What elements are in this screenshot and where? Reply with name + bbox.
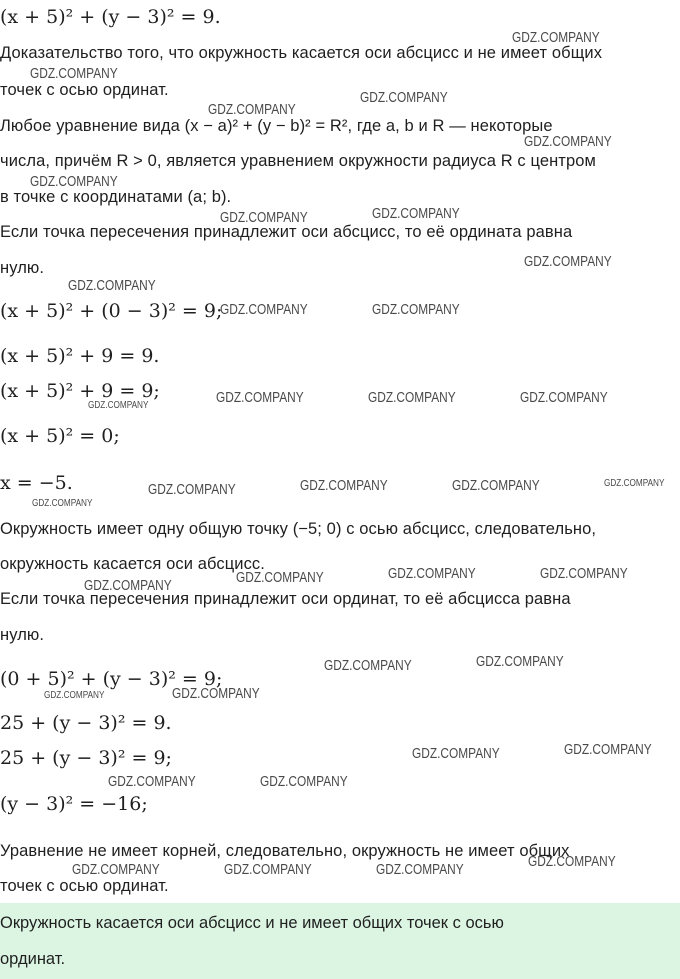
watermark: GDZ.COMPANY [476,654,564,670]
watermark: GDZ.COMPANY [260,774,348,790]
watermark: GDZ.COMPANY [30,66,118,82]
watermark: GDZ.COMPANY [452,478,540,494]
watermark: GDZ.COMPANY [300,478,388,494]
abscissa-equation-4: (x + 5)² = 0; [0,425,120,447]
watermark: GDZ.COMPANY [412,746,500,762]
watermark: GDZ.COMPANY [360,90,448,106]
watermark: GDZ.COMPANY [512,30,600,46]
watermark: GDZ.COMPANY [208,102,296,118]
proof-heading-line-1: Доказательство того, что окружность касается оси абсцисс и не имеет общих [0,44,603,62]
watermark: GDZ.COMPANY [148,482,236,498]
ordinate-equation-4: (y − 3)² = −16; [0,793,148,815]
watermark: GDZ.COMPANY [372,206,460,222]
ordinate-conclusion-line-1: Уравнение не имеет корней, следовательно, окружность не имеет общих [0,842,570,860]
watermark: GDZ.COMPANY [528,854,616,870]
abscissa-equation-5: x = −5. [0,472,73,494]
watermark: GDZ.COMPANY [372,302,460,318]
watermark: GDZ.COMPANY [172,686,260,702]
abscissa-equation-1: (x + 5)² + (0 − 3)² = 9; [0,300,223,322]
abscissa-conclusion-line-2: окружность касается оси абсцисс. [0,555,265,573]
answer-box [0,903,680,979]
ordinate-equation-2: 25 + (y − 3)² = 9. [0,712,172,734]
abscissa-intro-line-2: нулю. [0,259,45,277]
watermark: GDZ.COMPANY [520,390,608,406]
watermark: GDZ.COMPANY [32,498,93,509]
watermark: GDZ.COMPANY [224,862,312,878]
general-form-line-2: числа, причём R > 0, является уравнением окружности радиуса R с центром [0,152,596,170]
watermark: GDZ.COMPANY [564,742,652,758]
watermark: GDZ.COMPANY [376,862,464,878]
watermark: GDZ.COMPANY [108,774,196,790]
ordinate-intro-line-1: Если точка пересечения принадлежит оси ординат, то её абсцисса равна [0,590,571,608]
watermark: GDZ.COMPANY [236,570,324,586]
abscissa-equation-2: (x + 5)² + 9 = 9. [0,345,160,367]
ordinate-intro-line-2: нулю. [0,626,45,644]
answer-line-2: ординат. [0,950,66,968]
abscissa-conclusion-line-1: Окружность имеет одну общую точку (−5; 0) с осью абсцисс, следовательно, [0,520,597,538]
watermark: GDZ.COMPANY [84,578,172,594]
equation-main: (x + 5)² + (y − 3)² = 9. [0,6,221,28]
watermark: GDZ.COMPANY [72,862,160,878]
watermark: GDZ.COMPANY [524,254,612,270]
general-form-line-1: Любое уравнение вида (x − a)² + (y − b)² = R², где a, b и R — некоторые [0,117,553,135]
watermark: GDZ.COMPANY [388,566,476,582]
watermark: GDZ.COMPANY [324,658,412,674]
watermark: GDZ.COMPANY [68,278,156,294]
watermark: GDZ.COMPANY [88,400,149,411]
ordinate-equation-1: (0 + 5)² + (y − 3)² = 9; [0,668,223,690]
general-form-line-3: в точке с координатами (a; b). [0,188,232,206]
ordinate-conclusion-line-2: точек с осью ординат. [0,877,169,895]
watermark: GDZ.COMPANY [368,390,456,406]
watermark: GDZ.COMPANY [216,390,304,406]
watermark: GDZ.COMPANY [220,210,308,226]
watermark: GDZ.COMPANY [604,478,665,489]
answer-line-1: Окружность касается оси абсцисс и не имеет общих точек с осью [0,914,504,932]
ordinate-equation-3: 25 + (y − 3)² = 9; [0,747,172,769]
abscissa-intro-line-1: Если точка пересечения принадлежит оси абсцисс, то её ордината равна [0,223,573,241]
proof-heading-line-2: точек с осью ординат. [0,81,169,99]
watermark: GDZ.COMPANY [540,566,628,582]
watermark: GDZ.COMPANY [220,302,308,318]
watermark: GDZ.COMPANY [524,134,612,150]
watermark: GDZ.COMPANY [44,690,105,701]
abscissa-equation-3: (x + 5)² + 9 = 9; [0,380,160,402]
watermark: GDZ.COMPANY [30,174,118,190]
